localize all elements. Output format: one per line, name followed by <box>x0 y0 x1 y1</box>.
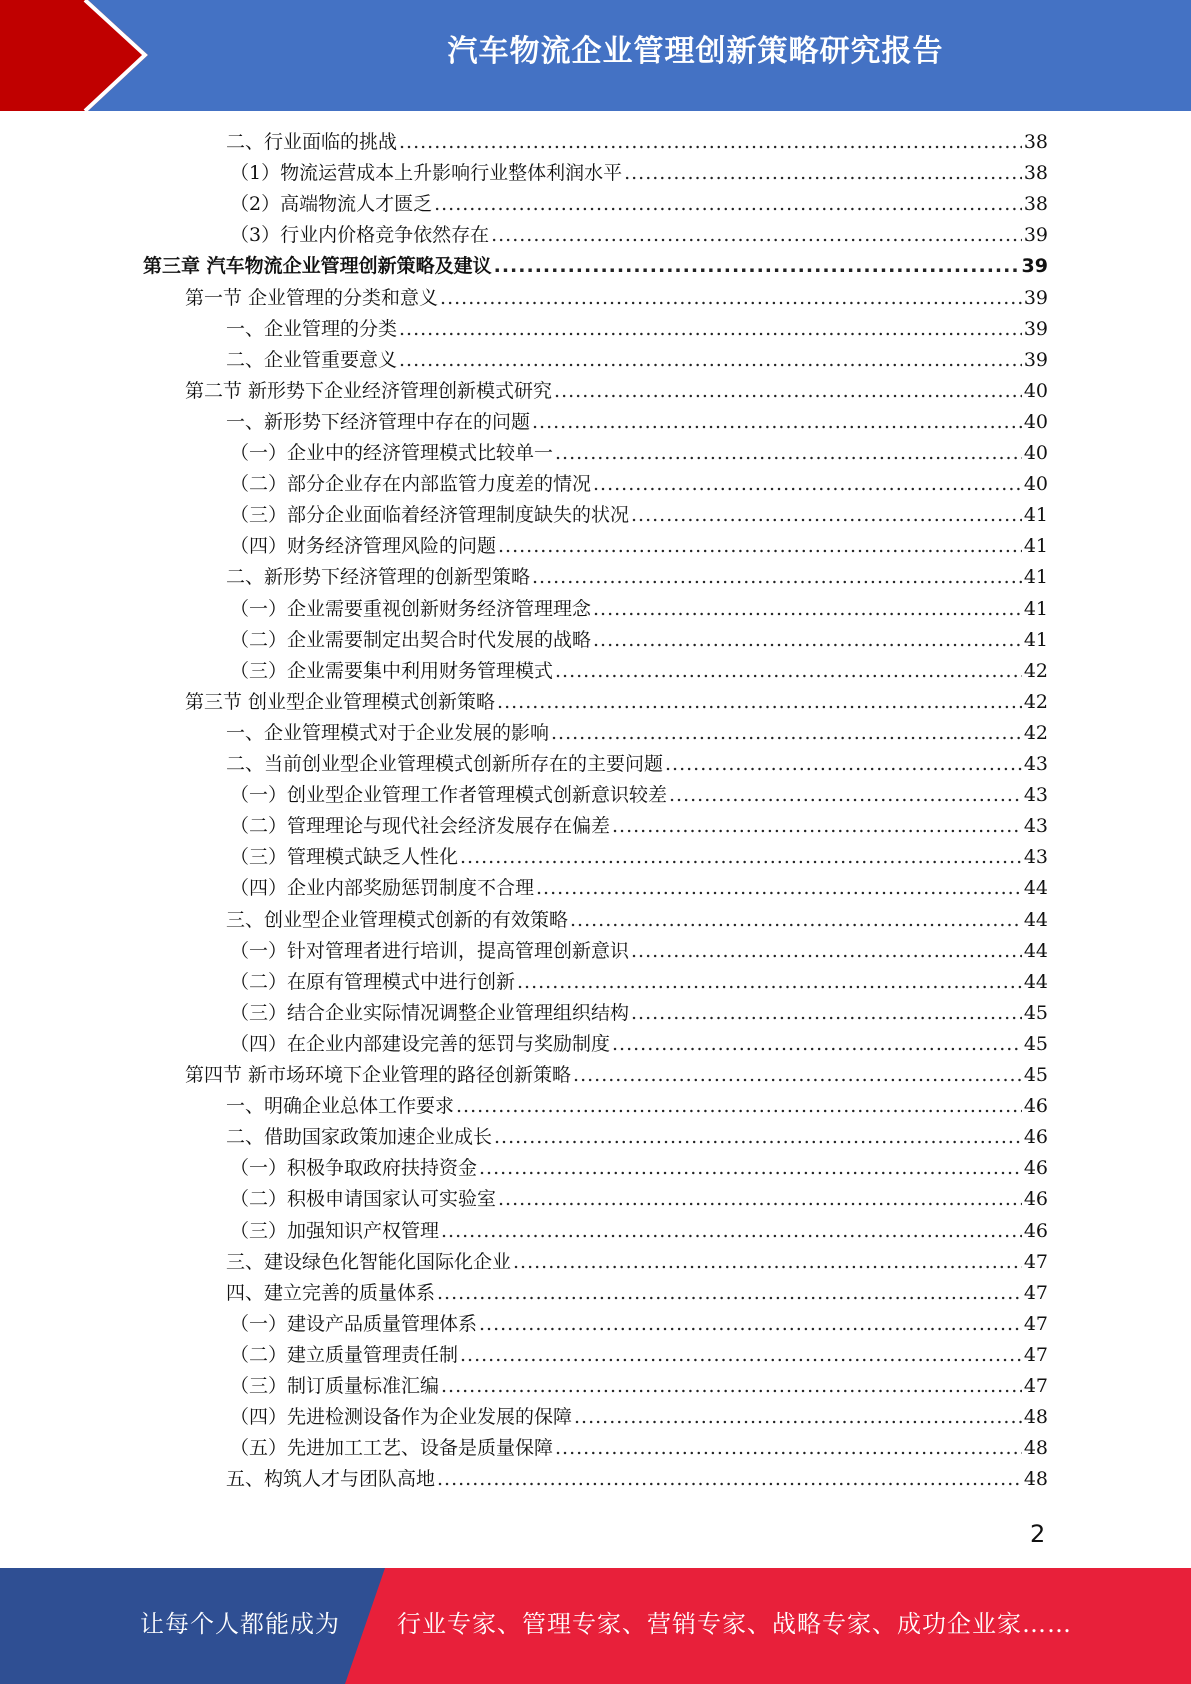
toc-entry-title: （二）建立质量管理责任制 <box>230 1343 459 1366</box>
toc-entry-title: （四）先进检测设备作为企业发展的保障 <box>230 1406 573 1429</box>
toc-leader-dots <box>434 189 1022 220</box>
toc-entry-title: 第一节 企业管理的分类和意义 <box>185 286 439 309</box>
toc-leader-dots <box>631 936 1022 967</box>
toc-leader-dots <box>494 1122 1022 1153</box>
toc-entry-page: 43 <box>1023 753 1048 775</box>
toc-entry-title: （3）行业内价格竞争依然存在 <box>230 224 490 247</box>
toc-entry-title: （二）部分企业存在内部监管力度差的情况 <box>230 473 592 496</box>
toc-entry[interactable] <box>230 998 1048 1029</box>
toc-entry-page: 44 <box>1023 877 1048 900</box>
page-number: 2 <box>1030 1520 1046 1548</box>
toc-entry-page: 48 <box>1023 1437 1048 1460</box>
toc-entry-title: （三）企业需要集中利用财务管理模式 <box>230 659 554 682</box>
toc-leader-dots <box>440 283 1022 314</box>
toc-entry-title: （一）针对管理者进行培训，提高管理创新意识 <box>230 939 630 962</box>
toc-entry[interactable] <box>230 1309 1048 1340</box>
toc-entry-page: 47 <box>1023 1312 1048 1335</box>
toc-entry-page: 42 <box>1023 690 1048 713</box>
toc-entry-title: 三、建设绿色化智能化国际化企业 <box>226 1250 512 1273</box>
toc-leader-dots <box>460 1340 1022 1371</box>
toc-entry[interactable] <box>185 376 1048 407</box>
toc-entry[interactable] <box>226 1247 1048 1278</box>
toc-entry-page: 38 <box>1023 193 1048 216</box>
toc-entry-title: 一、新形势下经济管理中存在的问题 <box>226 410 531 433</box>
toc-entry-page: 40 <box>1023 379 1048 402</box>
toc-leader-dots <box>555 438 1022 469</box>
toc-entry[interactable] <box>230 1402 1048 1433</box>
toc-entry[interactable] <box>230 1153 1048 1184</box>
toc-leader-dots <box>532 562 1022 593</box>
toc-entry[interactable] <box>185 687 1048 718</box>
toc-entry[interactable] <box>230 1216 1048 1247</box>
toc-entry-page: 44 <box>1023 939 1048 962</box>
toc-entry-title: （二）企业需要制定出契合时代发展的战略 <box>230 628 592 651</box>
toc-entry-title: 一、企业管理模式对于企业发展的影响 <box>226 721 550 744</box>
toc-leader-dots <box>399 127 1022 158</box>
toc-entry-title: （一）建设产品质量管理体系 <box>230 1312 478 1335</box>
toc-leader-dots <box>536 873 1022 904</box>
toc-entry-title: 第二节 新形势下企业经济管理创新模式研究 <box>185 379 553 402</box>
toc-entry-page: 40 <box>1023 410 1048 433</box>
toc-leader-dots <box>479 1153 1022 1184</box>
toc-entry[interactable] <box>230 811 1048 842</box>
toc-entry-page: 48 <box>1023 1468 1048 1491</box>
toc-entry-page: 39 <box>1021 255 1048 278</box>
toc-leader-dots <box>441 1216 1022 1247</box>
toc-leader-dots <box>593 594 1022 625</box>
toc-entry[interactable] <box>230 220 1048 251</box>
toc-entry[interactable] <box>230 531 1048 562</box>
toc-entry[interactable] <box>143 251 1048 282</box>
toc-leader-dots <box>441 1371 1022 1402</box>
toc-entry-page: 46 <box>1023 1095 1048 1118</box>
toc-entry-title: 第四节 新市场环境下企业管理的路径创新策略 <box>185 1064 572 1086</box>
toc-entry-page: 48 <box>1023 1406 1048 1429</box>
toc-entry-title: 二、借助国家政策加速企业成长 <box>226 1126 493 1149</box>
toc-entry[interactable] <box>226 718 1048 749</box>
toc-entry-title: （四）企业内部奖励惩罚制度不合理 <box>230 877 535 900</box>
toc-entry-page: 45 <box>1023 1032 1048 1055</box>
toc-leader-dots <box>498 531 1022 562</box>
toc-entry-title: 五、构筑人才与团队高地 <box>226 1468 436 1491</box>
toc-entry[interactable] <box>230 1340 1048 1371</box>
toc-entry[interactable] <box>226 749 1048 780</box>
toc-entry-page: 39 <box>1023 224 1048 247</box>
toc-entry-title: （三）制订质量标准汇编 <box>230 1375 440 1397</box>
toc-leader-dots <box>437 1464 1022 1495</box>
toc-entry[interactable] <box>185 283 1048 314</box>
footer-slogan-right: 行业专家、管理专家、营销专家、战略专家、成功企业家…… <box>397 1610 1072 1638</box>
toc-entry-page: 45 <box>1023 1064 1048 1086</box>
toc-entry-title: （三）加强知识产权管理 <box>230 1219 440 1242</box>
toc-entry-page: 43 <box>1023 846 1048 869</box>
toc-entry-page: 41 <box>1023 535 1048 558</box>
toc-leader-dots <box>555 656 1022 687</box>
report-title: 汽车物流企业管理创新策略研究报告 <box>447 34 944 69</box>
toc-entry-page: 38 <box>1023 131 1048 153</box>
toc-entry-title: （二）在原有管理模式中进行创新 <box>230 970 516 993</box>
toc-leader-dots <box>612 811 1022 842</box>
toc-leader-dots <box>551 718 1022 749</box>
toc-entry[interactable] <box>230 594 1048 625</box>
toc-entry[interactable] <box>185 1060 1048 1091</box>
toc-entry[interactable] <box>230 1184 1048 1215</box>
toc-leader-dots <box>491 220 1022 251</box>
toc-entry[interactable] <box>226 407 1048 438</box>
toc-leader-dots <box>479 1309 1022 1340</box>
toc-leader-dots <box>460 842 1022 873</box>
toc-entry[interactable] <box>230 500 1048 531</box>
toc-entry-page: 39 <box>1023 348 1048 371</box>
toc-entry-title: 四、建立完善的质量体系 <box>226 1281 436 1304</box>
toc-entry[interactable] <box>230 967 1048 998</box>
toc-entry[interactable] <box>230 936 1048 967</box>
toc-entry[interactable] <box>230 158 1048 189</box>
toc-entry[interactable] <box>230 873 1048 904</box>
toc-entry-title: 二、行业面临的挑战 <box>226 131 398 153</box>
toc-leader-dots <box>497 687 1022 718</box>
toc-leader-dots <box>574 1402 1022 1433</box>
toc-entry[interactable] <box>226 1278 1048 1309</box>
toc-entry-title: （一）积极争取政府扶持资金 <box>230 1157 478 1180</box>
toc-leader-dots <box>624 158 1022 189</box>
toc-entry-title: 二、企业管重要意义 <box>226 348 398 371</box>
toc-entry-title: （三）结合企业实际情况调整企业管理组织结构 <box>230 1001 630 1024</box>
toc-leader-dots <box>513 1247 1022 1278</box>
toc-leader-dots <box>456 1091 1022 1122</box>
toc-entry-page: 47 <box>1023 1343 1048 1366</box>
toc-entry-page: 41 <box>1023 628 1048 651</box>
toc-entry-page: 46 <box>1023 1219 1048 1242</box>
toc-entry[interactable] <box>226 1464 1048 1495</box>
toc-leader-dots <box>631 998 1022 1029</box>
toc-entry-page: 43 <box>1023 815 1048 838</box>
toc-entry[interactable] <box>230 189 1048 220</box>
toc-leader-dots <box>665 749 1022 780</box>
toc-entry[interactable] <box>226 314 1048 345</box>
toc-entry[interactable] <box>230 656 1048 687</box>
toc-leader-dots <box>669 780 1022 811</box>
toc-leader-dots <box>437 1278 1022 1309</box>
toc-entry-page: 41 <box>1023 566 1048 589</box>
toc-leader-dots <box>631 500 1022 531</box>
toc-entry-title: 二、新形势下经济管理的创新型策略 <box>226 566 531 589</box>
toc-entry-title: （三）管理模式缺乏人性化 <box>230 846 459 869</box>
page-header <box>0 0 1191 111</box>
toc-leader-dots <box>573 1060 1022 1091</box>
toc-entry[interactable] <box>226 562 1048 593</box>
footer-slogan-left: 让每个人都能成为 <box>140 1610 340 1638</box>
toc-leader-dots <box>498 1184 1022 1215</box>
toc-entry-page: 42 <box>1023 659 1048 682</box>
toc-entry[interactable] <box>226 1091 1048 1122</box>
toc-entry-title: （2）高端物流人才匮乏 <box>230 193 433 216</box>
toc-entry-page: 41 <box>1023 597 1048 620</box>
toc-entry-title: （一）企业需要重视创新财务经济管理理念 <box>230 597 592 620</box>
toc-entry-title: 三、创业型企业管理模式创新的有效策略 <box>226 908 569 931</box>
toc-entry-page: 40 <box>1023 442 1048 464</box>
toc-leader-dots <box>554 376 1022 407</box>
toc-entry-page: 38 <box>1023 162 1048 185</box>
toc-leader-dots <box>593 469 1022 500</box>
toc-entry-title: （三）部分企业面临着经济管理制度缺失的状况 <box>230 504 630 527</box>
toc-leader-dots <box>593 625 1022 656</box>
toc-leader-dots <box>612 1029 1022 1060</box>
toc-entry[interactable] <box>226 127 1048 158</box>
toc-entry-title: 一、明确企业总体工作要求 <box>226 1095 455 1118</box>
toc-entry-page: 46 <box>1023 1188 1048 1211</box>
toc-entry[interactable] <box>230 438 1048 469</box>
toc-entry-title: （二）积极申请国家认可实验室 <box>230 1188 497 1211</box>
toc-entry-page: 46 <box>1023 1126 1048 1149</box>
toc-entry-title: （五）先进加工工艺、设备是质量保障 <box>230 1437 554 1460</box>
toc-leader-dots <box>517 967 1022 998</box>
toc-entry[interactable] <box>230 1029 1048 1060</box>
toc-entry-title: 一、企业管理的分类 <box>226 317 398 340</box>
toc-entry-page: 39 <box>1023 317 1048 340</box>
toc-entry-title: （1）物流运营成本上升影响行业整体利润水平 <box>230 162 623 185</box>
toc-leader-dots <box>399 345 1022 376</box>
toc-entry-page: 39 <box>1023 286 1048 309</box>
toc-leader-dots <box>532 407 1022 438</box>
toc-entry-title: （二）管理理论与现代社会经济发展存在偏差 <box>230 815 611 838</box>
toc-leader-dots <box>494 251 1020 282</box>
toc-entry-title: （一）企业中的经济管理模式比较单一 <box>230 442 554 464</box>
toc-entry[interactable] <box>230 1371 1048 1402</box>
toc-entry-page: 47 <box>1023 1281 1048 1304</box>
toc-leader-dots <box>555 1433 1022 1464</box>
toc-entry[interactable] <box>230 625 1048 656</box>
toc-entry-title: 第三节 创业型企业管理模式创新策略 <box>185 690 496 713</box>
toc-entry-page: 40 <box>1023 473 1048 496</box>
toc-entry[interactable] <box>230 1433 1048 1464</box>
toc-entry-page: 44 <box>1023 908 1048 931</box>
toc-entry[interactable] <box>226 905 1048 936</box>
toc-entry-page: 47 <box>1023 1250 1048 1273</box>
toc-leader-dots <box>399 314 1022 345</box>
toc-entry[interactable] <box>226 345 1048 376</box>
toc-leader-dots <box>570 905 1022 936</box>
toc-entry-title: 二、当前创业型企业管理模式创新所存在的主要问题 <box>226 753 664 775</box>
toc-entry-title: （一）创业型企业管理工作者管理模式创新意识较差 <box>230 784 668 807</box>
toc-entry-title: 第三章 汽车物流企业管理创新策略及建议 <box>143 255 492 278</box>
toc-entry-page: 47 <box>1023 1375 1048 1397</box>
toc-entry-title: （四）财务经济管理风险的问题 <box>230 535 497 558</box>
toc-entry-page: 42 <box>1023 721 1048 744</box>
toc-entry[interactable] <box>230 780 1048 811</box>
toc-entry[interactable] <box>230 469 1048 500</box>
toc-entry-page: 41 <box>1023 504 1048 527</box>
toc-entry-page: 46 <box>1023 1157 1048 1180</box>
toc-entry-page: 44 <box>1023 970 1048 993</box>
toc-entry-page: 43 <box>1023 784 1048 807</box>
toc-entry-title: （四）在企业内部建设完善的惩罚与奖励制度 <box>230 1032 611 1055</box>
page-footer <box>0 1568 1191 1684</box>
toc-entry[interactable] <box>230 842 1048 873</box>
toc-entry[interactable] <box>226 1122 1048 1153</box>
toc-entry-page: 45 <box>1023 1001 1048 1024</box>
